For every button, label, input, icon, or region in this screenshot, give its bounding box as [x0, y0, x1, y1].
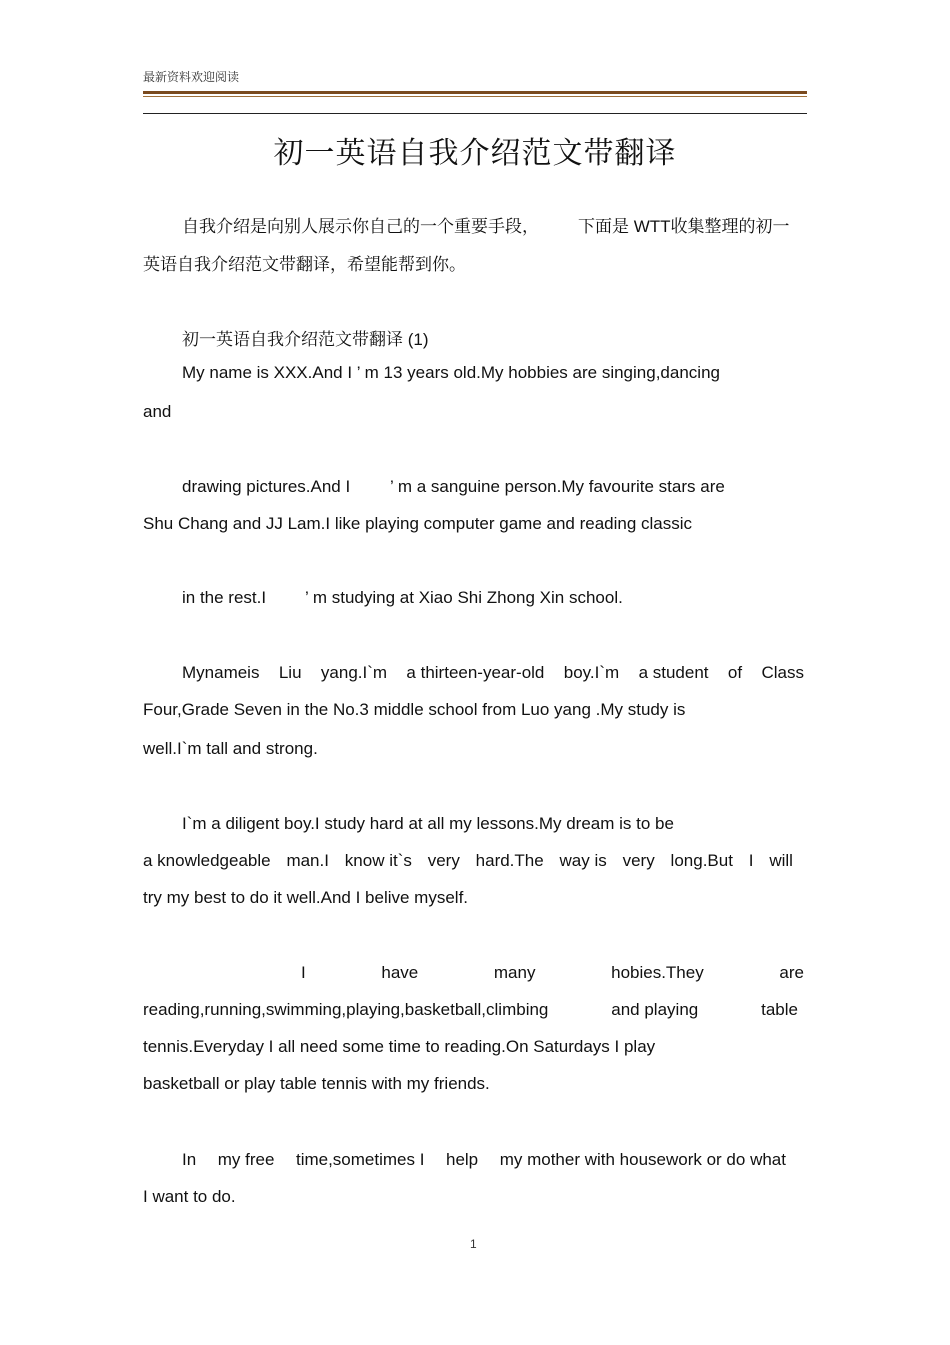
p7-line2: I want to do.: [143, 1187, 236, 1206]
p6-word: I: [301, 963, 306, 982]
p5-word: long.But: [670, 851, 733, 870]
p6-line1: [301, 963, 804, 983]
p5-word: hard.The: [475, 851, 544, 870]
p5-word: know it`s: [344, 851, 412, 870]
page-title: 初一英语自我介绍范文带翻译: [273, 136, 677, 171]
p7-word: In: [182, 1150, 197, 1169]
intro-line1-a: 自我介绍是向别人展示你自己的一个重要手段，: [182, 217, 539, 236]
p1-line1: My name is XXX.And I ’ m 13 years old.My hobbies are singing,dancing: [182, 363, 720, 382]
p7-word: my mother with housework or do what: [499, 1150, 786, 1169]
p6-line2: [143, 1000, 798, 1020]
intro-line1-b: 下面是 WTT收集整理的初一: [578, 217, 790, 236]
p7-word: my free: [217, 1150, 275, 1169]
p5-line3: try my best to do it well.And I belive myself.: [143, 888, 469, 907]
p3-line1-b: ’ m studying at Xiao Shi Zhong Xin school.: [305, 588, 623, 607]
p6-line4: basketball or play table tennis with my friends.: [143, 1074, 490, 1093]
p6-word: and playing: [611, 1000, 699, 1019]
p7-line1: [182, 1150, 786, 1170]
p5-word: very: [622, 851, 655, 870]
intro-line2: 英语自我介绍范文带翻译，希望能帮到你。: [143, 255, 466, 274]
p4-word: a student: [638, 663, 709, 682]
header-rule-thin: [143, 96, 807, 97]
p4-word: Class: [761, 663, 804, 682]
p6-line3: tennis.Everyday I all need some time to reading.On Saturdays I play: [143, 1037, 656, 1056]
header-label: 最新资料欢迎阅读: [143, 70, 240, 84]
p2-line2: Shu Chang and JJ Lam.I like playing computer game and reading classic: [143, 514, 693, 533]
p4-word: boy.I`m: [563, 663, 620, 682]
p4-word: yang.I`m: [320, 663, 388, 682]
p4-line3: well.I`m tall and strong.: [143, 739, 318, 758]
p5-word: a knowledgeable: [143, 851, 271, 870]
p5-word: will: [769, 851, 793, 870]
header-rule-thick: [143, 91, 807, 94]
p5-line1: I`m a diligent boy.I study hard at all my lessons.My dream is to be: [182, 814, 674, 833]
header-rule-black: [143, 113, 807, 114]
p7-word: time,sometimes I: [295, 1150, 425, 1169]
p3-line1-a: in the rest.I: [182, 588, 267, 607]
p5-word: I: [748, 851, 754, 870]
p6-word: many: [493, 963, 536, 982]
p4-line2: Four,Grade Seven in the No.3 middle school from Luo yang .My study is: [143, 700, 686, 719]
p5-line2: [143, 851, 793, 871]
p4-line1: [182, 663, 804, 683]
p4-word: a thirteen-year-old: [406, 663, 545, 682]
p6-word: hobies.They: [611, 963, 704, 982]
p5-word: very: [427, 851, 460, 870]
p6-word: reading,running,swimming,playing,basketball,climbing: [143, 1000, 549, 1019]
p7-word: help: [446, 1150, 479, 1169]
section-heading: 初一英语自我介绍范文带翻译 (1): [182, 330, 429, 349]
p2-line1-a: drawing pictures.And I: [182, 477, 351, 496]
p4-word: of: [727, 663, 743, 682]
page-number: 1: [470, 1237, 477, 1251]
p6-word: have: [381, 963, 419, 982]
p5-word: man.I: [286, 851, 329, 870]
p5-word: way is: [559, 851, 607, 870]
p4-word: Liu: [278, 663, 302, 682]
p4-word: Mynameis: [182, 663, 260, 682]
p2-line1-b: ’ m a sanguine person.My favourite stars are: [390, 477, 725, 496]
p6-word: table: [761, 1000, 798, 1019]
p1-line2: and: [143, 402, 172, 421]
p6-word: are: [779, 963, 804, 982]
